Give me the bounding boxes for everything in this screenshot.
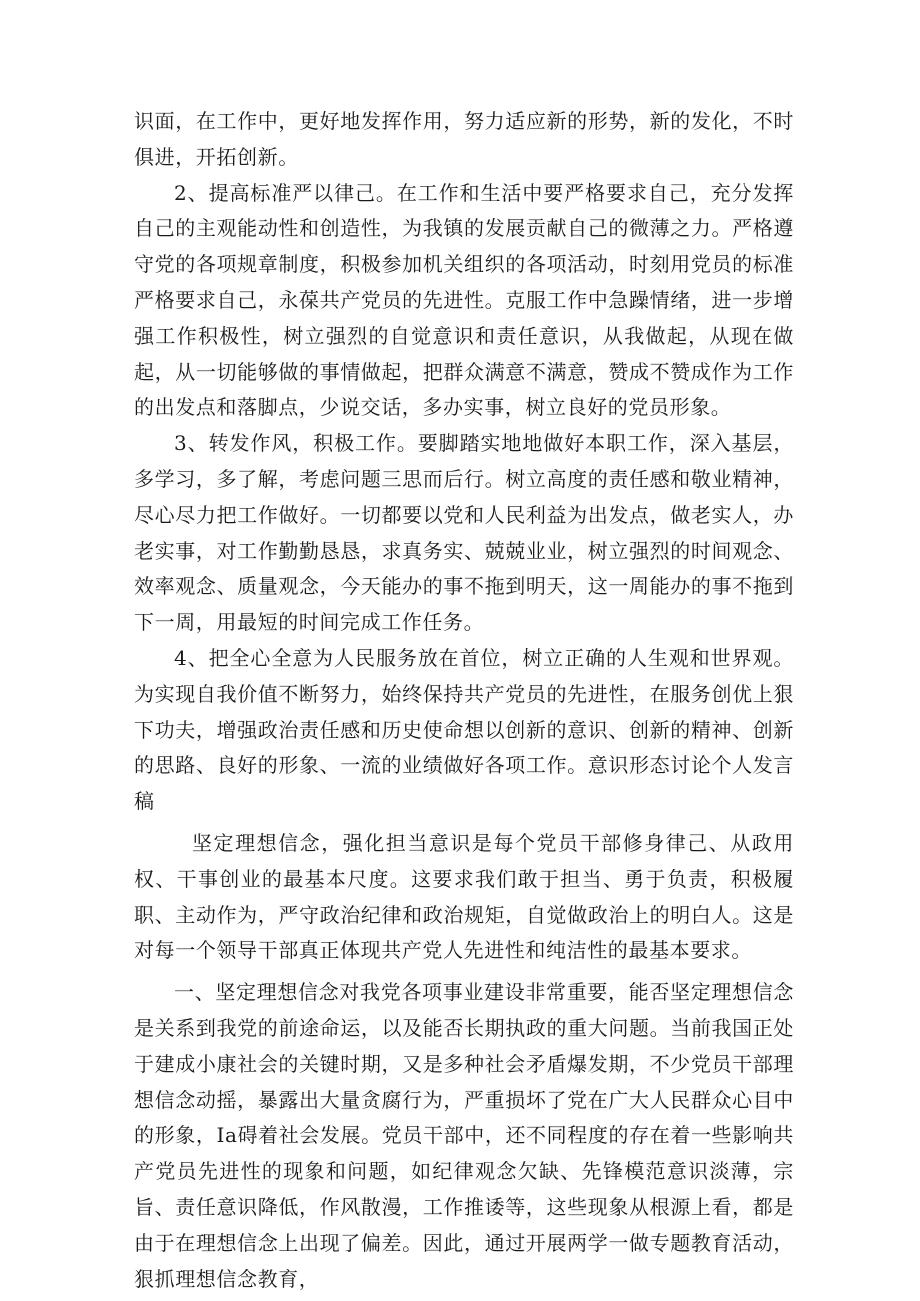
document-body [134,104,794,1297]
paragraph-intro: 坚定理想信念，强化担当意识是每个党员干部修身律己、从政用权、干事创业的最基本尺度。这要求我们敢于担当、勇于负责，积极履职、主动作为，严守政治纪律和政治规矩，自觉做政治上的明白人。这是对每一个领导干部真正体现共产党人先进性和纯洁性的最基本要求。 [134,830,794,963]
paragraph-item-4: 4、把全心全意为人民服务放在首位，树立正确的人生观和世界观。为实现自我价值不断努力，始终保持共产党员的先进性，在服务创优上狠下功夫，增强政治责任感和历史使命想以创新的意识、创新的精神、创新的思路、良好的形象、一流的业绩做好各项工作。意识形态讨论个人发言稿 [134,645,794,814]
paragraph-section-1: 一、坚定理想信念对我党各项事业建设非常重要，能否坚定理想信念是关系到我党的前途命运，以及能否长期执政的重大问题。当前我国正处于建成小康社会的关键时期，又是多种社会矛盾爆发期，不少党员干部理想信念动摇，暴露出大量贪腐行为，严重损坏了党在广大人民群众心目中的形象，Ia碍着社会发展。党员干部中，还不同程度的存在着一些影响共产党员先进性的现象和问题，如纪律观念欠缺、先锋模范意识淡薄，宗旨、责任意识降低，作风散漫，工作推诿等，这些现象从根源上看，都是由于在理想信念上出现了偏差。因此，通过开展两学一做专题教育活动，狠抓理想信念教育， [134,980,794,1291]
paragraph-item-3: 3、转发作风，积极工作。要脚踏实地地做好本职工作，深入基层，多学习，多了解，考虑问题三思而后行。树立高度的责任感和敬业精神，尽心尽力把工作做好。一切都要以党和人民利益为出发点，做老实人，办老实事，对工作勤勤恳恳，求真务实、兢兢业业，树立强烈的时间观念、效率观念、质量观念，今天能办的事不拖到明天，这一周能办的事不拖到下一周，用最短的时间完成工作任务。 [134,431,794,635]
paragraph-item-2: 2、提高标准严以律己。在工作和生活中要严格要求自己，充分发挥自己的主观能动性和创造性，为我镇的发展贡献自己的微薄之力。严格遵守党的各项规章制度，积极参加机关组织的各项活动，时刻用党员的标准严格要求自己，永葆共产党员的先进性。克服工作中急躁情绪，进一步增强工作积极性，树立强烈的自觉意识和责任意识，从我做起，从现在做起，从一切能够做的事情做起，把群众满意不满意，赞成不赞成作为工作的出发点和落脚点，少说交话，多办实事，树立良好的党员形象。 [134,180,794,420]
paragraph-continuation: 识面，在工作中，更好地发挥作用，努力适应新的形势，新的发化，不时俱进，开拓创新。 [134,109,794,169]
